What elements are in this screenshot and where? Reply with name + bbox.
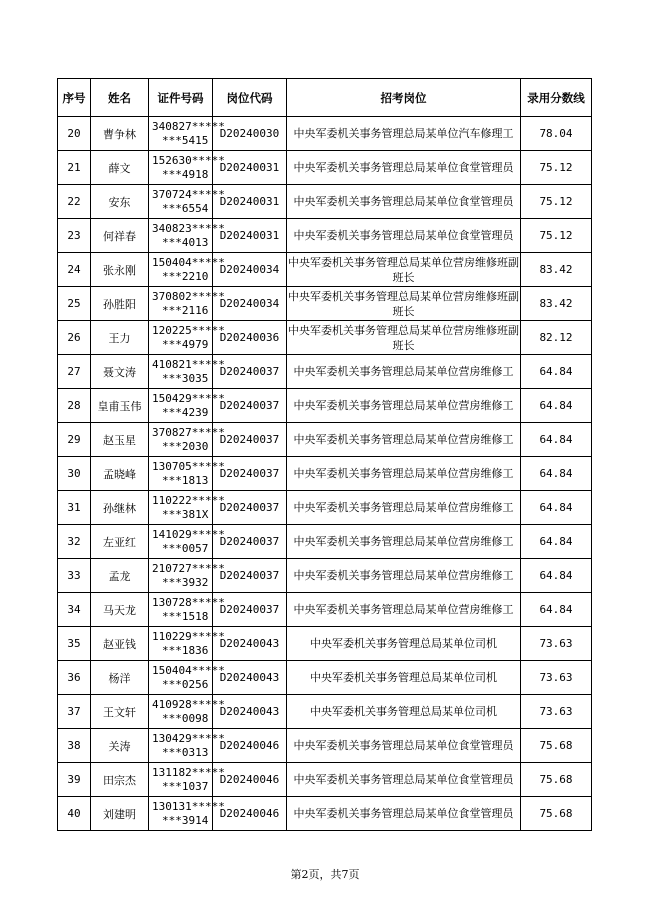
id-number-part2: ***0057 [162,541,209,555]
cell-id-number [149,185,225,219]
header-score: 录用分数线 [521,79,592,117]
cell-id-number [149,219,225,253]
cell-post-code: D20240031 [213,219,287,253]
cell-post: 中央军委机关事务管理总局某单位食堂管理员 [287,729,521,763]
id-number-part1: 150404***** [152,663,225,677]
cell-name: 孙继林 [91,491,149,525]
cell-post: 中央军委机关事务管理总局某单位营房维修工 [287,355,521,389]
cell-post-code: D20240037 [213,423,287,457]
cell-id-number [149,627,225,661]
id-number-part1: 120225***** [152,323,225,337]
table-row [58,559,592,593]
id-number-part1: 141029***** [152,527,225,541]
table-row [58,457,592,491]
cell-post: 中央军委机关事务管理总局某单位食堂管理员 [287,763,521,797]
id-number-part1: 370724***** [152,187,225,201]
cell-post: 中央军委机关事务管理总局某单位营房维修工 [287,423,521,457]
cell-serial: 39 [58,763,91,797]
cell-serial: 23 [58,219,91,253]
cell-name: 聂文涛 [91,355,149,389]
header-id-number: 证件号码 [149,79,213,117]
id-number-part1: 131182***** [152,765,225,779]
id-number-part2: ***1836 [162,643,209,657]
id-number-part1: 130728***** [152,595,225,609]
id-number-part1: 152630***** [152,153,225,167]
table-row [58,321,592,355]
cell-serial: 24 [58,253,91,287]
table-row [58,627,592,661]
cell-score: 64.84 [521,525,592,559]
cell-id-number [149,321,225,355]
cell-post: 中央军委机关事务管理总局某单位营房维修工 [287,525,521,559]
cell-id-number [149,423,225,457]
cell-score: 78.04 [521,117,592,151]
id-number-part1: 210727***** [152,561,225,575]
cell-name: 张永刚 [91,253,149,287]
cell-name: 何祥春 [91,219,149,253]
cell-score: 75.12 [521,219,592,253]
id-number-part2: ***0313 [162,745,209,759]
cell-post: 中央军委机关事务管理总局某单位食堂管理员 [287,797,521,831]
cell-serial: 21 [58,151,91,185]
table-row [58,763,592,797]
cell-post-code: D20240030 [213,117,287,151]
id-number-part2: ***2116 [162,303,209,317]
cell-post: 中央军委机关事务管理总局某单位营房维修工 [287,593,521,627]
table-row [58,525,592,559]
cell-serial: 25 [58,287,91,321]
cell-score: 73.63 [521,695,592,729]
cell-id-number [149,729,225,763]
id-number-part1: 150404***** [152,255,225,269]
id-number-part2: ***5415 [162,133,209,147]
cell-serial: 38 [58,729,91,763]
cell-post-code: D20240037 [213,389,287,423]
id-number-part2: ***4239 [162,405,209,419]
cell-name: 孟龙 [91,559,149,593]
table-header-row [58,79,592,117]
table-row [58,661,592,695]
id-number-part2: ***4013 [162,235,209,249]
cell-serial: 40 [58,797,91,831]
cell-name: 薛文 [91,151,149,185]
cell-post: 中央军委机关事务管理总局某单位食堂管理员 [287,151,521,185]
table-row [58,491,592,525]
cell-name: 王力 [91,321,149,355]
header-post-code: 岗位代码 [213,79,287,117]
cell-score: 64.84 [521,389,592,423]
cell-post-code: D20240036 [213,321,287,355]
cell-id-number [149,797,225,831]
cell-serial: 26 [58,321,91,355]
cell-name: 左亚红 [91,525,149,559]
cell-post: 中央军委机关事务管理总局某单位司机 [287,627,521,661]
cell-post-code: D20240037 [213,457,287,491]
cell-post-code: D20240046 [213,729,287,763]
cell-post-code: D20240034 [213,287,287,321]
cell-post-code: D20240034 [213,253,287,287]
id-number-part2: ***0098 [162,711,209,725]
id-number-part2: ***4918 [162,167,209,181]
table-row [58,151,592,185]
header-serial: 序号 [58,79,91,117]
id-number-part2: ***6554 [162,201,209,215]
header-name: 姓名 [91,79,149,117]
id-number-part1: 370802***** [152,289,225,303]
cell-name: 孙胜阳 [91,287,149,321]
cell-post: 中央军委机关事务管理总局某单位食堂管理员 [287,185,521,219]
cell-name: 曹争林 [91,117,149,151]
cell-id-number [149,287,225,321]
cell-post: 中央军委机关事务管理总局某单位汽车修理工 [287,117,521,151]
id-number-part1: 410821***** [152,357,225,371]
id-number-part2: ***2030 [162,439,209,453]
id-number-part1: 130429***** [152,731,225,745]
cell-score: 73.63 [521,627,592,661]
table-row [58,287,592,321]
cell-post: 中央军委机关事务管理总局某单位营房维修工 [287,389,521,423]
cell-id-number [149,593,225,627]
id-number-part1: 340823***** [152,221,225,235]
cell-post-code: D20240031 [213,185,287,219]
cell-serial: 30 [58,457,91,491]
id-number-part2: ***3932 [162,575,209,589]
id-number-part1: 410928***** [152,697,225,711]
cell-post-code: D20240037 [213,559,287,593]
cell-serial: 33 [58,559,91,593]
cell-id-number [149,355,225,389]
cell-post: 中央军委机关事务管理总局某单位食堂管理员 [287,219,521,253]
cell-serial: 35 [58,627,91,661]
cell-name: 赵亚钱 [91,627,149,661]
table-row [58,117,592,151]
cell-id-number [149,695,225,729]
cell-post: 中央军委机关事务管理总局某单位营房维修工 [287,559,521,593]
cell-id-number [149,491,225,525]
cell-score: 73.63 [521,661,592,695]
cell-serial: 34 [58,593,91,627]
cell-post-code: D20240037 [213,593,287,627]
id-number-part1: 110229***** [152,629,225,643]
cell-post: 中央军委机关事务管理总局某单位司机 [287,695,521,729]
cell-score: 64.84 [521,559,592,593]
cell-post-code: D20240037 [213,355,287,389]
cell-id-number [149,525,225,559]
cell-score: 83.42 [521,287,592,321]
id-number-part1: 150429***** [152,391,225,405]
table-row [58,355,592,389]
id-number-part1: 130131***** [152,799,225,813]
id-number-part1: 130705***** [152,459,225,473]
cell-serial: 27 [58,355,91,389]
cell-score: 64.84 [521,593,592,627]
table-row [58,797,592,831]
cell-name: 孟晓峰 [91,457,149,491]
table-row [58,729,592,763]
table-row [58,695,592,729]
cell-id-number [149,763,225,797]
cell-score: 75.12 [521,151,592,185]
page-footer: 第2页，共7页 [290,868,360,881]
cell-post: 中央军委机关事务管理总局某单位营房维修班副班长 [287,287,521,321]
cell-name: 皇甫玉伟 [91,389,149,423]
cell-post-code: D20240043 [213,627,287,661]
header-post: 招考岗位 [287,79,521,117]
cell-score: 64.84 [521,457,592,491]
cell-name: 刘建明 [91,797,149,831]
table-row [58,185,592,219]
table-row [58,593,592,627]
table-row [58,389,592,423]
id-number-part2: ***1813 [162,473,209,487]
cell-id-number [149,559,225,593]
admission-table [57,78,592,831]
id-number-part2: ***3914 [162,813,209,827]
cell-name: 赵玉星 [91,423,149,457]
cell-name: 关涛 [91,729,149,763]
id-number-part2: ***1037 [162,779,209,793]
cell-id-number [149,661,225,695]
table-row [58,219,592,253]
cell-post-code: D20240031 [213,151,287,185]
cell-score: 75.68 [521,763,592,797]
cell-post: 中央军委机关事务管理总局某单位营房维修班副班长 [287,321,521,355]
cell-post-code: D20240046 [213,763,287,797]
cell-score: 64.84 [521,355,592,389]
id-number-part2: ***2210 [162,269,209,283]
cell-post: 中央军委机关事务管理总局某单位营房维修工 [287,491,521,525]
cell-score: 75.68 [521,729,592,763]
cell-score: 75.12 [521,185,592,219]
cell-serial: 20 [58,117,91,151]
cell-name: 马天龙 [91,593,149,627]
id-number-part2: ***381X [162,507,209,521]
cell-post: 中央军委机关事务管理总局某单位司机 [287,661,521,695]
cell-name: 杨洋 [91,661,149,695]
table-row [58,253,592,287]
cell-score: 64.84 [521,423,592,457]
cell-serial: 22 [58,185,91,219]
cell-name: 田宗杰 [91,763,149,797]
cell-score: 82.12 [521,321,592,355]
cell-serial: 32 [58,525,91,559]
cell-serial: 29 [58,423,91,457]
id-number-part2: ***1518 [162,609,209,623]
cell-id-number [149,389,225,423]
cell-post-code: D20240037 [213,491,287,525]
cell-name: 安东 [91,185,149,219]
id-number-part1: 370827***** [152,425,225,439]
cell-score: 75.68 [521,797,592,831]
cell-serial: 36 [58,661,91,695]
cell-score: 83.42 [521,253,592,287]
id-number-part2: ***4979 [162,337,209,351]
cell-post: 中央军委机关事务管理总局某单位营房维修班副班长 [287,253,521,287]
cell-post-code: D20240037 [213,525,287,559]
cell-serial: 28 [58,389,91,423]
id-number-part1: 340827***** [152,119,225,133]
id-number-part2: ***0256 [162,677,209,691]
cell-post-code: D20240043 [213,661,287,695]
cell-name: 王文轩 [91,695,149,729]
cell-id-number [149,151,225,185]
cell-serial: 31 [58,491,91,525]
id-number-part1: 110222***** [152,493,225,507]
cell-post-code: D20240046 [213,797,287,831]
cell-id-number [149,253,225,287]
id-number-part2: ***3035 [162,371,209,385]
table-row [58,423,592,457]
cell-id-number [149,457,225,491]
cell-post: 中央军委机关事务管理总局某单位营房维修工 [287,457,521,491]
cell-post-code: D20240043 [213,695,287,729]
cell-score: 64.84 [521,491,592,525]
cell-serial: 37 [58,695,91,729]
cell-id-number [149,117,225,151]
